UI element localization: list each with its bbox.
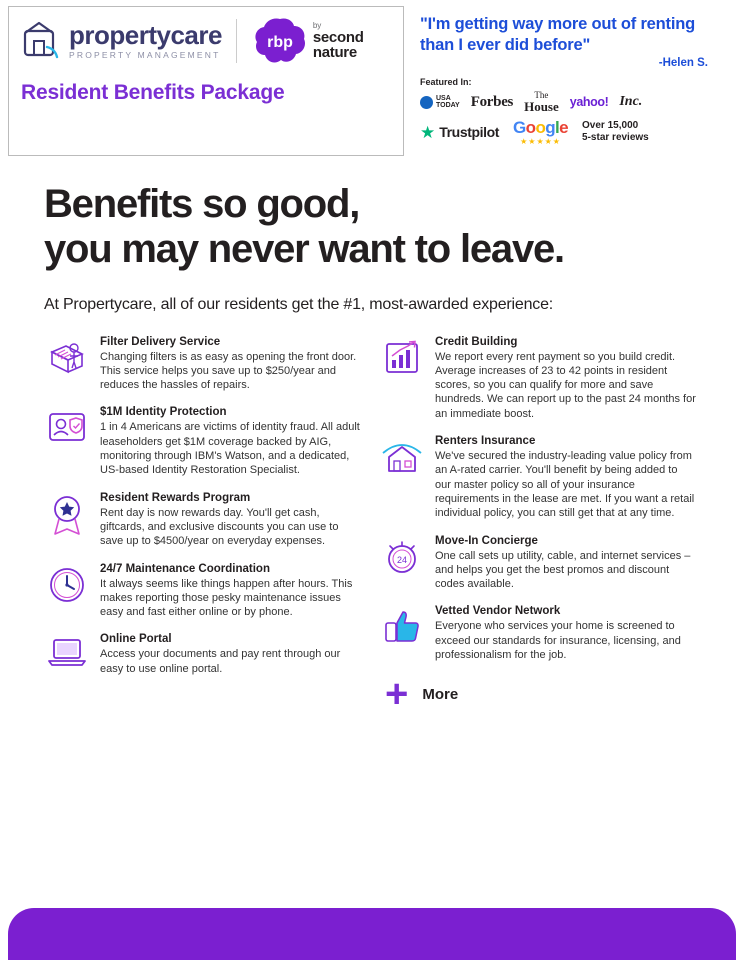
benefit-description: Rent day is now rewards day. You'll get cash, giftcards, and exclusive discounts you can use to save up to $4500/year on everyday expenses.	[100, 506, 339, 548]
google-stars: ★★★★★	[520, 136, 561, 146]
header-testimonial-panel	[404, 6, 736, 156]
benefit-item	[44, 633, 369, 676]
svg-text:24: 24	[396, 554, 408, 565]
usa-today-bottom: TODAY	[436, 102, 460, 110]
benefit-description: We report every rent payment so you build credit. Average increases of 23 to 42 points in resident scores, so you can qualify for more and save hundreds. We can report up to the past 24 months for an immediate boost.	[435, 350, 696, 420]
rbp-badge-icon	[253, 17, 307, 65]
testimonial-quote: "I'm getting way more out of renting than I ever did before"	[420, 15, 695, 54]
partner-by-label: by	[312, 20, 322, 30]
thumbs-up-icon	[379, 605, 425, 662]
header-logo-panel	[8, 6, 404, 156]
rewards-badge-icon	[44, 492, 90, 549]
benefit-title: Online Portal	[100, 633, 172, 646]
the-house-bottom: House	[524, 99, 559, 115]
usa-today-dot-icon	[420, 96, 433, 109]
benefits-column-left	[44, 336, 369, 709]
page-subheadline: At Propertycare, all of our residents get the #1, most-awarded experience:	[44, 295, 554, 313]
benefit-title: Filter Delivery Service	[100, 335, 221, 348]
credit-chart-icon	[379, 336, 425, 421]
benefit-item	[44, 336, 369, 393]
benefit-description: Changing filters is as easy as opening the front door. This service helps you save up to $250/year and reduces the hassles of repairs.	[100, 350, 357, 392]
trustpilot-label: Trustpilot	[439, 124, 500, 141]
trustpilot-star-icon: ★	[420, 122, 436, 142]
benefit-title: Vetted Vendor Network	[435, 605, 561, 618]
company-tagline: PROPERTY MANAGEMENT	[69, 50, 221, 61]
benefit-item	[44, 406, 369, 477]
inc-logo: Inc.	[619, 94, 643, 110]
benefit-title: Renters Insurance	[435, 435, 536, 448]
benefit-title: Credit Building	[435, 335, 518, 348]
press-logos-row-1	[420, 90, 730, 115]
plus-icon: +	[385, 672, 409, 717]
headline-line-1: Benefits so good,	[44, 182, 360, 226]
more-label: More	[422, 685, 459, 703]
benefit-description: We've secured the industry-leading value policy from an A-rated carrier. You'll benefit by being added to our master policy so all of your insurance requirements in the lease are met. If you want a retail individual policy, you can still get that at any time.	[435, 450, 695, 520]
benefits-column-right	[369, 335, 704, 717]
headline-line-2: you may never want to leave.	[44, 226, 564, 271]
usa-today-logo	[420, 95, 460, 110]
usa-today-top: USA	[436, 94, 451, 102]
benefit-title: 24/7 Maintenance Coordination	[100, 562, 270, 575]
reviews-count	[582, 120, 649, 144]
press-logos-row-2	[420, 119, 730, 145]
benefit-item	[379, 605, 704, 662]
the-house-logo	[524, 91, 559, 113]
forbes-logo: Forbes	[470, 93, 514, 110]
benefit-description: 1 in 4 Americans are victims of identity fraud. All adult leaseholders get $1M coverage backed by AIG, monitoring through IBM's Watson, and a dedicated, US-based Identity Restoration Specialist.	[100, 421, 360, 477]
header	[0, 0, 744, 156]
benefit-title: Resident Rewards Program	[100, 491, 251, 504]
house-shield-icon	[21, 21, 61, 61]
benefit-item	[379, 336, 704, 421]
reviews-line-1: Over 15,000	[582, 120, 639, 132]
testimonial-author: -Helen S.	[658, 57, 708, 70]
benefit-item	[379, 535, 704, 592]
yahoo-logo: yahoo!	[569, 95, 609, 110]
package-title: Resident Benefits Package	[21, 81, 285, 104]
benefit-title: Move-In Concierge	[435, 534, 538, 547]
rbp-badge-text: rbp	[266, 34, 293, 51]
page-headline	[44, 182, 744, 272]
benefit-item	[44, 492, 369, 549]
laptop-icon	[44, 633, 90, 676]
benefits-columns	[44, 335, 704, 717]
propertycare-logo	[21, 21, 222, 61]
benefit-description: Access your documents and pay rent through our easy to use online portal.	[100, 648, 341, 675]
benefit-title: $1M Identity Protection	[100, 406, 227, 419]
partner-name: second nature	[312, 28, 364, 62]
benefit-item	[44, 563, 369, 620]
identity-protection-icon	[44, 406, 90, 477]
clock-icon	[44, 563, 90, 620]
renters-insurance-house-icon	[379, 435, 425, 520]
more-benefits-row	[379, 672, 704, 717]
benefit-description: One call sets up utility, cable, and internet services – and helps you get the best promos and discount codes available.	[435, 549, 691, 591]
company-name: propertycare	[69, 20, 222, 51]
benefit-item	[379, 435, 704, 520]
trustpilot-logo	[420, 124, 499, 141]
the-house-top: The	[534, 90, 549, 101]
benefit-description: Everyone who services your home is screened to exceed our standards for insurance, licensing, and professionalism for the job.	[435, 620, 681, 662]
google-wordmark: Google	[513, 117, 569, 137]
logo-divider	[236, 19, 237, 63]
move-in-concierge-icon	[379, 535, 425, 592]
featured-in-label: Featured In:	[420, 77, 472, 88]
footer-bar	[8, 908, 736, 960]
reviews-line-2: 5-star reviews	[582, 132, 649, 144]
benefit-description: It always seems like things happen after hours. This makes reporting those pesky maintenance issues easy and fast either online or by phone.	[100, 577, 353, 619]
rbp-second-nature-logo	[253, 17, 391, 65]
google-logo	[513, 119, 568, 146]
logo-row	[21, 17, 391, 65]
filter-delivery-icon	[44, 336, 90, 393]
